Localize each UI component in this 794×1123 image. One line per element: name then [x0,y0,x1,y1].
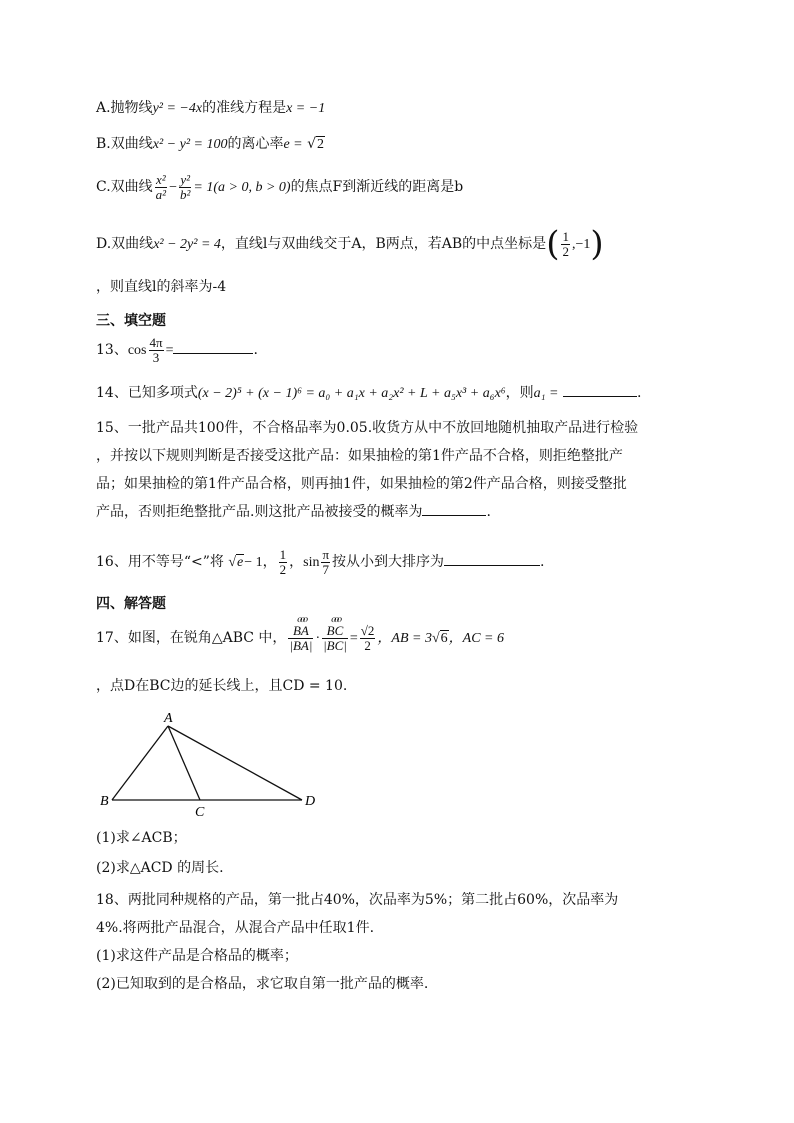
q12-c-fraction-x [155,173,167,202]
q17-result-num: √2 [360,622,375,638]
q17-prefix: 17、如图，在锐角△ABC 中， [96,630,287,646]
q17-sub2: (2)求△ACD 的周长. [96,860,224,876]
q12-option-d [96,226,604,263]
q16-half [279,548,288,577]
q14-expression: (x − 2)⁵ + (x − 1)⁶ = a₀ + a₁x + a₂x² + L + a₅x³ + a₆x⁶ [197,386,506,401]
q12-d-equation: x² − 2y² = 4 [153,237,221,252]
q12-b-sqrt: √2 [307,136,325,152]
q16-sqrt: √e [228,555,244,570]
q14-answer-label: a₁ = [533,386,559,401]
q13-func: cos [127,343,147,358]
q15 [96,414,700,526]
q18-line1: 18、两批同种规格的产品，第一批占40%，次品率为5%；第二批占60%，次品率为 [96,892,619,908]
q12-b-equation: x² − y² = 100 [152,137,228,152]
label-c: C [195,805,205,816]
section-title-fill-blank: 三、填空题 [96,313,166,329]
q16: 16、用不等号“<”将 √e− 1， $\frac{1}{2}$ ，sin $\frac{\pi}{7}$ 按从小到大排序为 . [96,544,545,581]
q12-d-coord-fraction [561,230,570,259]
label-b: B [100,794,109,809]
q15-line3: 品；如果抽检的第1件产品合格，则再抽1件，如果抽检的第2件产品合格，则接受整批 [96,476,627,492]
q17-ab-radicand: 6 [440,631,448,646]
q12-d-right-paren: ) [590,224,604,264]
segment-ac [168,726,200,800]
q12-option-b [96,134,325,155]
q16-prefix: 16、用不等号“<”将 [96,554,224,570]
q14-answer-blank [563,382,637,397]
q17-equals: = [349,631,358,646]
label-a: A [164,711,173,726]
section-title-solve: 四、解答题 [96,596,166,612]
q17 [96,613,505,659]
q12-b-text: 的离心率 [227,136,284,152]
q13-den: 3 [149,350,164,365]
q17-norm-ba: |BA| [289,637,313,653]
q15-line2: ，并按以下规则判断是否接受这批产品：如果抽检的第1件产品不合格，则拒绝整批产 [96,448,623,464]
q18-line2: 4%.将两批产品混合，从混合产品中任取1件. [96,920,375,936]
q15-line1: 15、一批产品共100件，不合格品率为0.05.收货方从中不放回地随机抽取产品进行检验 [96,420,639,436]
q12-a-equation: y² = −4x [152,101,203,116]
q14-prefix: 14、已知多项式 [96,385,198,401]
q12-c-f2-num: y² [180,171,191,187]
q14: 14、已知多项式(x − 2)⁵ + (x − 1)⁶ = a₀ + a₁x + a₂x² + L + a₅x³ + a₆x⁶，则a₁ = . [96,382,641,404]
triangle-figure [96,706,326,816]
q12-option-c [96,170,463,205]
q16-half-num: 1 [279,546,287,562]
q12-a-text: 的准线方程是 [202,100,287,116]
q18-sub1: (1)求这件产品是合格品的概率； [96,948,298,964]
q17-line2: ，点D在BC边的延长线上，且CD = 10. [96,678,348,694]
q13-fraction [149,336,164,365]
q12-c-prefix: C.双曲线 [96,179,153,195]
q12-d-prefix: D.双曲线 [96,236,154,252]
q12-d-coord-den: 2 [562,243,569,259]
q12-b-prefix: B.双曲线 [96,136,153,152]
q16-sin-den: 7 [322,561,329,577]
q16-radicand: e [237,555,244,570]
segment-ab [112,726,168,800]
q16-answer-blank [444,551,540,566]
q13-answer-blank [173,339,253,354]
q16-after-rad: − 1， [244,555,277,570]
q13-num: 4π [149,334,163,350]
q17-ab-sqrt: √6 [431,631,448,646]
q12-b-radicand: 2 [317,137,325,152]
q17-sub1: (1)求∠ACB； [96,830,187,846]
q16-sin-num: π [322,546,330,562]
q17-result-fraction [360,624,376,653]
q16-sin: sin [303,555,320,570]
q16-half-den: 2 [279,561,287,577]
q12-a-prefix: A.抛物线 [96,100,153,116]
q12-d-left-paren: ( [546,224,560,264]
q17-unit-vector-bc: ⲟⲟⲟ BC |BC| [323,613,347,653]
q12-b-answer-left: e = [283,137,303,152]
q15-answer-blank [422,501,486,516]
q16-sin-fraction [321,548,330,577]
q16-separator: ， [289,554,304,570]
q12-c-fraction-y [179,173,191,202]
q12-c-minus: − [169,180,177,195]
q15-line4: 产品，否则拒绝整批产品.则这批产品被接受的概率为 . [96,498,700,526]
q12-c-text: 的焦点F到渐近线的距离是b [290,179,464,195]
q18 [96,886,700,998]
q17-unit-vector-ba: ⲟⲟⲟ BA |BA| [289,613,313,653]
q12-c-f1-num: x² [156,171,166,187]
q12-d-coord-num: 1 [562,228,569,244]
q17-norm-bc: |BC| [323,637,347,653]
q12-d-coord-rest: ,−1 [571,237,591,252]
q17-ab: ，AB = 3 [377,631,432,646]
label-d: D [305,794,316,809]
segment-ad [168,726,302,800]
q12-option-a [96,98,325,119]
q17-result-den: 2 [360,638,376,653]
q12-c-f1-den: a² [155,186,167,202]
q18-sub2: (2)已知取到的是合格品，求它取自第一批产品的概率. [96,976,429,992]
q12-a-answer: x = −1 [286,101,326,116]
q12-d-text: ，直线l与双曲线交于A，B两点，若AB的中点坐标是 [220,236,547,252]
q13-prefix: 13、 [96,342,128,358]
q17-vec-ba: BA [292,622,309,638]
q15-line4-text: 产品，否则拒绝整批产品.则这批产品被接受的概率为 [96,504,423,520]
q13: 13、cos $\frac{4\pi}{3}$ = . [96,334,258,365]
q16-text: 按从小到大排序为 [332,554,445,570]
q12-c-f2-den: b² [179,186,191,202]
q17-dot: · [315,631,321,646]
q12-c-condition: = 1(a > 0, b > 0) [193,180,291,195]
q12-d-line2: ，则直线l的斜率为-4 [96,279,227,295]
q13-equals: = [165,343,174,358]
q17-vec-bc: BC [326,622,344,638]
q17-ac: ，AC = 6 [448,631,505,646]
q14-text: ，则 [505,385,534,401]
